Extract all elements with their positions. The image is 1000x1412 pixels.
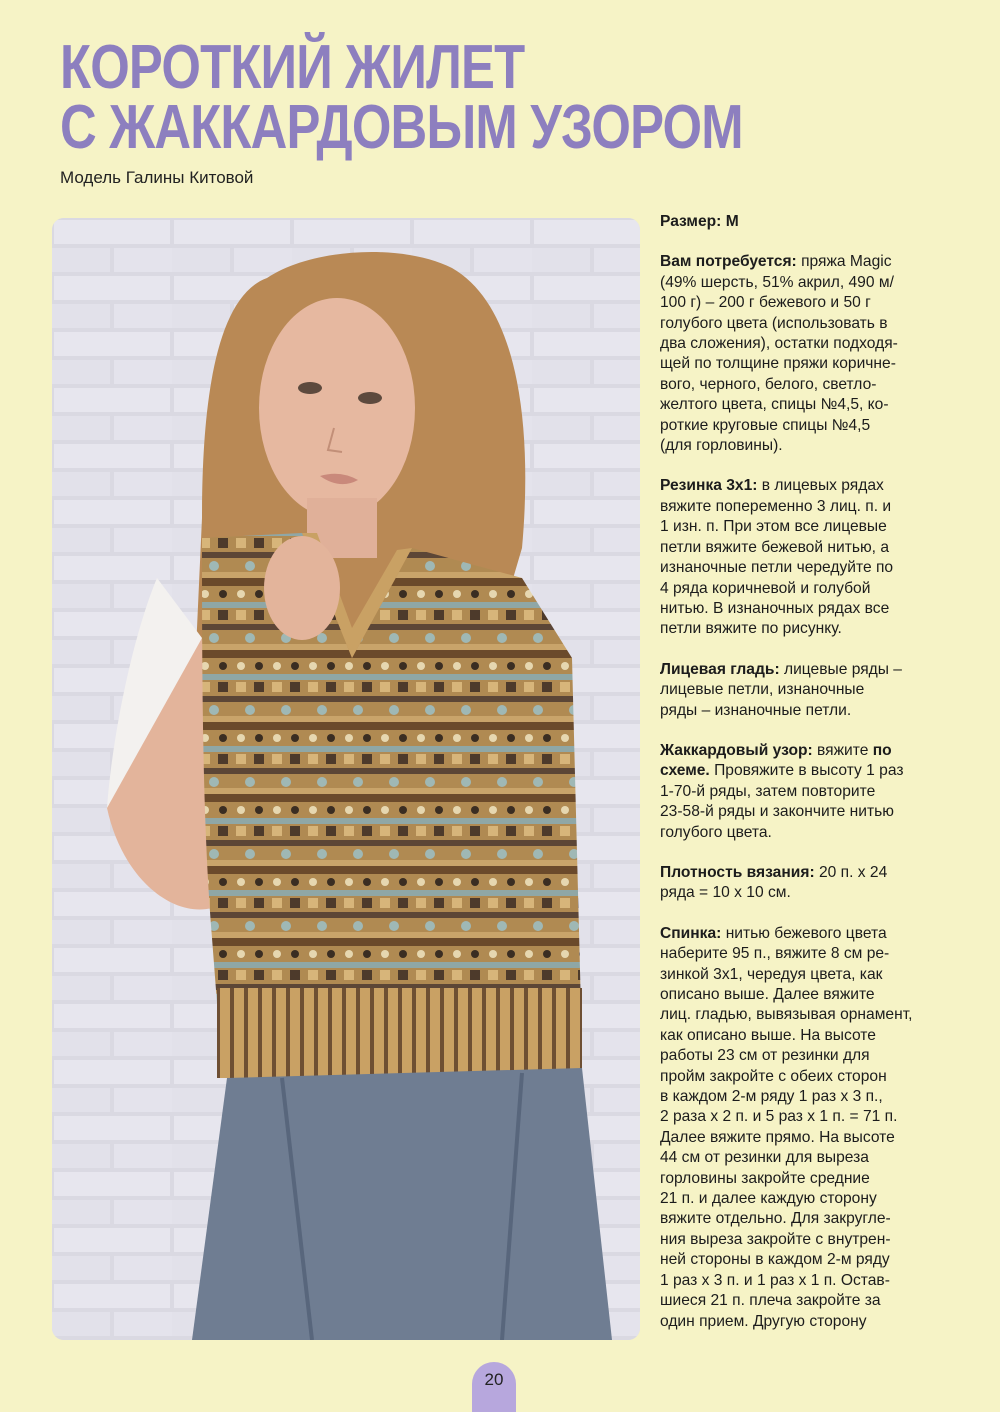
stockinette-line: лицевые петли, изнаночные [660, 681, 865, 699]
back-line: описано выше. Далее вяжите [660, 986, 875, 1003]
rib-line: изнаночные петли чередуйте по [660, 559, 894, 577]
back-line: наберите 95 п., вяжите 8 см ре- [660, 945, 890, 963]
model-photo [52, 218, 640, 1340]
jacquard-label: Жаккардовый узор: [660, 741, 813, 759]
instructions [660, 212, 942, 1352]
materials-line: два сложения), остатки подходя- [660, 335, 898, 353]
size-value: M [721, 213, 739, 230]
jacquard-paragraph [660, 741, 942, 843]
back-line: работы 23 см от резинки для [660, 1047, 870, 1065]
materials-label: Вам потребуется: [660, 253, 797, 271]
jacquard-line: голубого цвета. [660, 823, 772, 841]
size-paragraph [660, 212, 942, 232]
back-paragraph [660, 924, 942, 1332]
jacquard-line: 1-70-й ряды, затем повторите [660, 782, 876, 800]
back-line: в каждом 2-м ряду 1 раз х 3 п., [660, 1088, 883, 1106]
gauge-paragraph [660, 863, 942, 904]
jacquard-bold: по [872, 741, 892, 759]
stockinette-label: Лицевая гладь: [660, 660, 780, 678]
materials-line: пряжа Magic [796, 253, 892, 271]
back-line: один прием. Другую сторону [660, 1312, 867, 1330]
article-title-line-2: С ЖАККАРДОВЫМ УЗОРОМ [60, 93, 743, 162]
back-line: 2 раза х 2 п. и 5 раз х 1 п. = 71 п. [660, 1108, 898, 1126]
jacquard-line [660, 761, 942, 781]
rib-paragraph [660, 476, 942, 639]
gauge-line: ряда = 10 х 10 см. [660, 884, 791, 902]
article-title [60, 33, 743, 162]
materials-line: желтого цвета, спицы №4,5, ко- [660, 396, 889, 414]
materials-line: (для горловины). [660, 437, 783, 455]
rib-line: 1 изн. п. При этом все лицевые [660, 518, 887, 536]
rib-line: в лицевых рядах [757, 477, 884, 495]
stockinette-line: ряды – изнаночные петли. [660, 701, 852, 719]
stockinette-line: лицевые ряды – [779, 660, 902, 678]
materials-line: роткие круговые спицы №4,5 [660, 416, 871, 434]
rib-line: вяжите попеременно 3 лиц. п. и [660, 497, 892, 515]
back-line: 1 раз х 3 п. и 1 раз х 1 п. Остав- [660, 1271, 890, 1289]
back-line: ния выреза закройте с внутрен- [660, 1230, 891, 1248]
materials-line: 100 г) – 200 г бежевого и 50 г [660, 294, 871, 312]
back-line: пройм закройте с обеих сторон [660, 1067, 887, 1085]
back-line: 44 см от резинки для выреза [660, 1149, 869, 1167]
back-line: шиеся 21 п. плеча закройте за [660, 1292, 881, 1310]
model-photo-illustration [52, 218, 640, 1340]
page-number: 20 [472, 1362, 516, 1412]
article-title-line-1: КОРОТКИЙ ЖИЛЕТ [60, 33, 525, 102]
materials-line: (49% шерсть, 51% акрил, 490 м/ [660, 273, 894, 291]
back-line: как описано выше. На высоте [660, 1026, 876, 1044]
back-line: вяжите отдельно. Для закругле- [660, 1210, 891, 1228]
back-line: Далее вяжите прямо. На высоте [660, 1128, 895, 1146]
back-line: ней стороны в каждом 2-м ряду [660, 1251, 890, 1269]
back-line: лиц. гладью, вывязывая орнамент, [660, 1006, 913, 1024]
jacquard-bold-2: схеме. [660, 762, 710, 780]
size-label: Размер: [660, 213, 722, 230]
rib-line: 4 ряда коричневой и голубой [660, 579, 871, 597]
materials-line: голубого цвета (использовать в [660, 314, 888, 332]
jacquard-line-text: Провяжите в высоту 1 раз [709, 762, 904, 780]
stockinette-paragraph [660, 660, 942, 721]
back-line: горловины закройте средние [660, 1169, 870, 1187]
rib-line: петли вяжите по рисунку. [660, 620, 842, 638]
rib-label: Резинка 3x1: [660, 477, 758, 495]
back-line: нитью бежевого цвета [721, 924, 887, 942]
materials-line: вого, черного, белого, светло- [660, 375, 877, 393]
gauge-line: 20 п. х 24 [814, 863, 888, 881]
rib-line: нитью. В изнаночных рядах все [660, 599, 890, 617]
materials-line: щей по толщине пряжи коричне- [660, 355, 896, 373]
article-author: Модель Галины Китовой [60, 168, 254, 187]
back-line: 21 п. и далее каждую сторону [660, 1190, 877, 1208]
jacquard-line: 23-58-й ряды и закончите нитью [660, 803, 894, 821]
back-line: зинкой 3x1, чередуя цвета, как [660, 965, 883, 983]
gauge-label: Плотность вязания: [660, 863, 815, 881]
materials-paragraph [660, 252, 942, 456]
back-label: Спинка: [660, 924, 722, 942]
rib-line: петли вяжите бежевой нитью, а [660, 538, 890, 556]
jacquard-first: вяжите [812, 741, 873, 759]
